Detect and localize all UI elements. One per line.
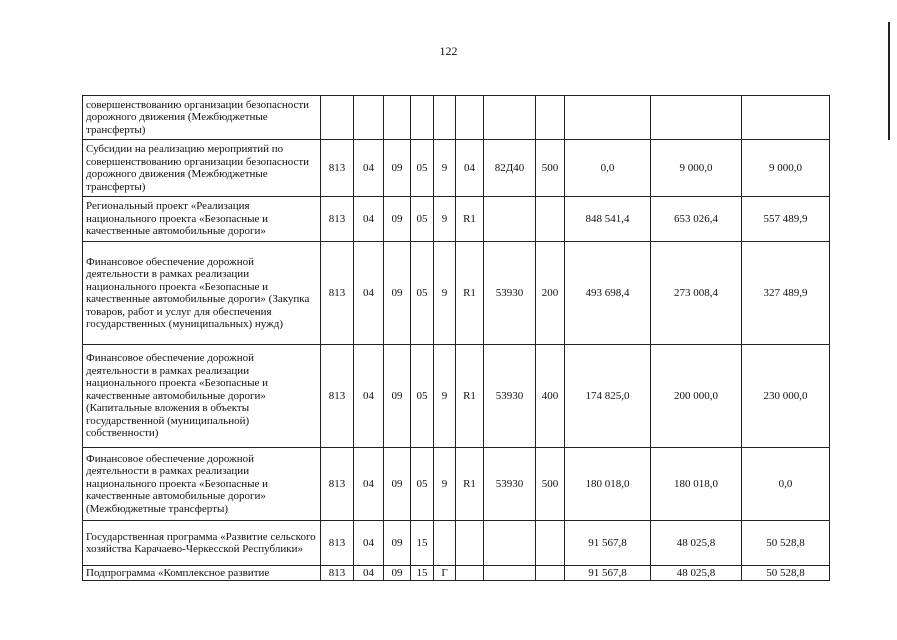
direction-cell	[484, 521, 536, 566]
direction-cell	[484, 96, 536, 140]
row-name-cell: Финансовое обеспечение дорожной деятельности в рамках реализации национального проекта «Безопасные и качественные автомобильные дороги» (Закупка товаров, работ и услуг для обеспечения государственных (муниципальных) нужд)	[83, 242, 321, 345]
subsection-cell: 09	[384, 566, 411, 581]
main-event-cell: R1	[456, 345, 484, 448]
program-cell: 05	[411, 197, 434, 242]
value-year3-cell	[742, 96, 830, 140]
value-year1-cell: 0,0	[565, 140, 651, 197]
value-year2-cell: 180 018,0	[651, 448, 742, 521]
main-event-cell: R1	[456, 242, 484, 345]
subsection-cell: 09	[384, 521, 411, 566]
table-row	[83, 96, 830, 140]
row-name-cell: Региональный проект «Реализация национального проекта «Безопасные и качественные автомобильные дороги»	[83, 197, 321, 242]
row-name-cell: Финансовое обеспечение дорожной деятельности в рамках реализации национального проекта «Безопасные и качественные автомобильные дороги» (Капитальные вложения в объекты государственной (муниципальной) собственности)	[83, 345, 321, 448]
subprogram-cell: Г	[434, 566, 456, 581]
row-name-cell: Государственная программа «Развитие сельского хозяйства Карачаево-Черкесской Республики»	[83, 521, 321, 566]
table-row	[83, 197, 830, 242]
value-year1-cell	[565, 96, 651, 140]
value-year2-cell: 273 008,4	[651, 242, 742, 345]
direction-cell: 82Д40	[484, 140, 536, 197]
direction-cell: 53930	[484, 345, 536, 448]
scan-edge-line	[888, 22, 890, 140]
value-year3-cell: 50 528,8	[742, 521, 830, 566]
main-event-cell: R1	[456, 448, 484, 521]
table-row	[83, 566, 830, 581]
section-cell: 04	[354, 566, 384, 581]
program-cell: 05	[411, 140, 434, 197]
grbs-code-cell	[321, 96, 354, 140]
main-event-cell	[456, 566, 484, 581]
program-cell: 15	[411, 566, 434, 581]
subprogram-cell: 9	[434, 242, 456, 345]
direction-cell: 53930	[484, 242, 536, 345]
expense-type-cell: 400	[536, 345, 565, 448]
subprogram-cell	[434, 521, 456, 566]
subsection-cell: 09	[384, 197, 411, 242]
main-event-cell	[456, 96, 484, 140]
section-cell: 04	[354, 197, 384, 242]
value-year1-cell: 91 567,8	[565, 566, 651, 581]
program-cell	[411, 96, 434, 140]
value-year1-cell: 91 567,8	[565, 521, 651, 566]
expense-type-cell: 500	[536, 448, 565, 521]
main-event-cell: 04	[456, 140, 484, 197]
budget-table	[82, 95, 830, 581]
value-year2-cell: 48 025,8	[651, 566, 742, 581]
subsection-cell: 09	[384, 140, 411, 197]
main-event-cell: R1	[456, 197, 484, 242]
subprogram-cell: 9	[434, 448, 456, 521]
subsection-cell: 09	[384, 242, 411, 345]
grbs-code-cell: 813	[321, 197, 354, 242]
expense-type-cell	[536, 521, 565, 566]
grbs-code-cell: 813	[321, 140, 354, 197]
value-year1-cell: 174 825,0	[565, 345, 651, 448]
table-row	[83, 448, 830, 521]
value-year3-cell: 327 489,9	[742, 242, 830, 345]
value-year2-cell: 48 025,8	[651, 521, 742, 566]
program-cell: 05	[411, 242, 434, 345]
subsection-cell	[384, 96, 411, 140]
value-year3-cell: 557 489,9	[742, 197, 830, 242]
page-number: 122	[439, 44, 458, 58]
program-cell: 05	[411, 345, 434, 448]
value-year1-cell: 180 018,0	[565, 448, 651, 521]
row-name-cell: Подпрограмма «Комплексное развитие	[83, 566, 321, 581]
subprogram-cell: 9	[434, 197, 456, 242]
value-year3-cell: 0,0	[742, 448, 830, 521]
grbs-code-cell: 813	[321, 345, 354, 448]
section-cell: 04	[354, 448, 384, 521]
value-year3-cell: 230 000,0	[742, 345, 830, 448]
direction-cell	[484, 566, 536, 581]
row-name-cell: совершенствованию организации безопасности дорожного движения (Межбюджетные трансферты)	[83, 96, 321, 140]
subsection-cell: 09	[384, 448, 411, 521]
grbs-code-cell: 813	[321, 521, 354, 566]
table-row	[83, 345, 830, 448]
section-cell: 04	[354, 521, 384, 566]
grbs-code-cell: 813	[321, 242, 354, 345]
section-cell: 04	[354, 242, 384, 345]
table-row	[83, 521, 830, 566]
section-cell: 04	[354, 140, 384, 197]
value-year1-cell: 493 698,4	[565, 242, 651, 345]
value-year2-cell: 200 000,0	[651, 345, 742, 448]
value-year2-cell: 9 000,0	[651, 140, 742, 197]
value-year3-cell: 9 000,0	[742, 140, 830, 197]
main-event-cell	[456, 521, 484, 566]
value-year2-cell	[651, 96, 742, 140]
subprogram-cell: 9	[434, 345, 456, 448]
subsection-cell: 09	[384, 345, 411, 448]
row-name-cell: Субсидии на реализацию мероприятий по совершенствованию организации безопасности дорожного движения (Межбюджетные трансферты)	[83, 140, 321, 197]
expense-type-cell	[536, 96, 565, 140]
expense-type-cell	[536, 197, 565, 242]
section-cell	[354, 96, 384, 140]
section-cell: 04	[354, 345, 384, 448]
value-year1-cell: 848 541,4	[565, 197, 651, 242]
direction-cell: 53930	[484, 448, 536, 521]
subprogram-cell	[434, 96, 456, 140]
value-year3-cell: 50 528,8	[742, 566, 830, 581]
subprogram-cell: 9	[434, 140, 456, 197]
program-cell: 05	[411, 448, 434, 521]
program-cell: 15	[411, 521, 434, 566]
expense-type-cell: 500	[536, 140, 565, 197]
grbs-code-cell: 813	[321, 448, 354, 521]
expense-type-cell: 200	[536, 242, 565, 345]
table-row	[83, 242, 830, 345]
grbs-code-cell: 813	[321, 566, 354, 581]
direction-cell	[484, 197, 536, 242]
table-row	[83, 140, 830, 197]
value-year2-cell: 653 026,4	[651, 197, 742, 242]
expense-type-cell	[536, 566, 565, 581]
row-name-cell: Финансовое обеспечение дорожной деятельности в рамках реализации национального проекта «Безопасные и качественные автомобильные дороги» (Межбюджетные трансферты)	[83, 448, 321, 521]
